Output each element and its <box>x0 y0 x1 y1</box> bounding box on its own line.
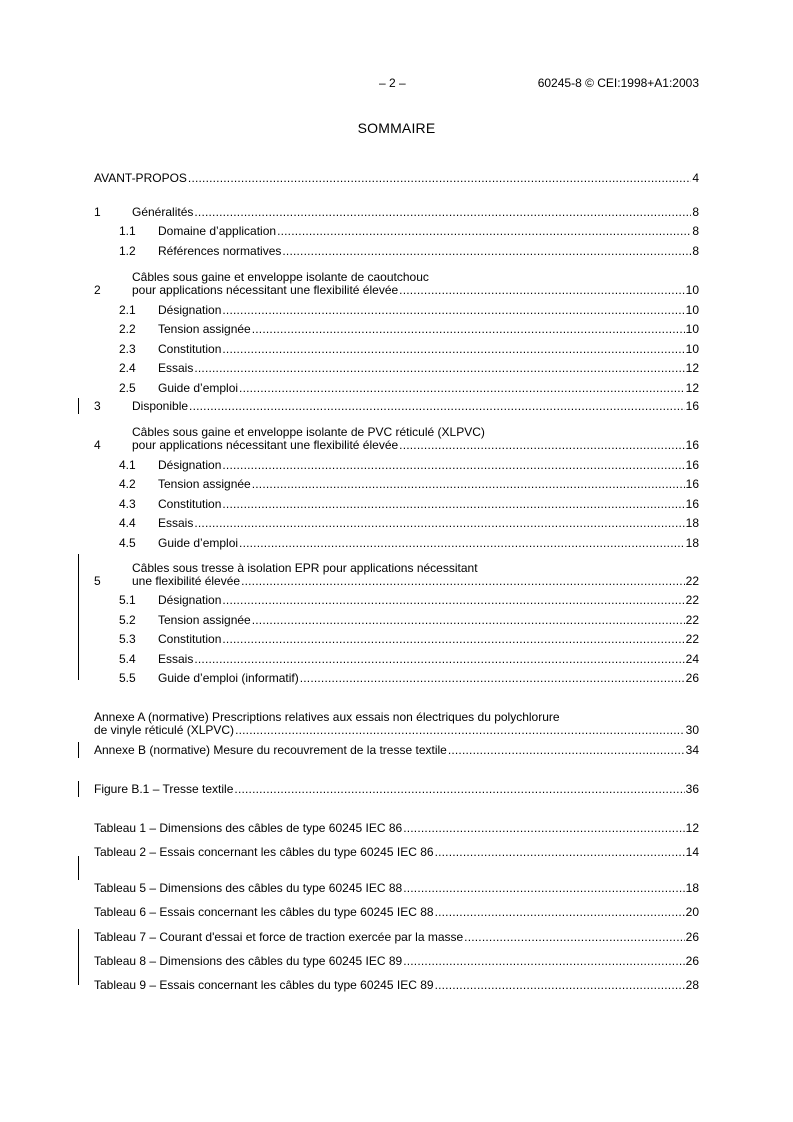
toc-entry-number: 1 <box>94 205 101 219</box>
toc-entry[interactable] <box>94 380 699 396</box>
toc-entry-page: 12 <box>685 361 699 375</box>
toc-entry-page: 8 <box>692 244 699 258</box>
toc-entry[interactable] <box>94 880 699 896</box>
dot-leader <box>448 742 685 758</box>
toc-entry-title: Figure B.1 – Tresse textile <box>94 782 234 796</box>
dot-leader <box>194 515 684 531</box>
toc-entry-page: 24 <box>685 652 699 666</box>
toc-entry-title: Câbles sous tresse à isolation EPR pour applications nécessitant <box>132 561 478 575</box>
dot-leader <box>222 496 684 512</box>
toc-entry-page: 16 <box>685 458 699 472</box>
toc-entry-page: 22 <box>685 593 699 607</box>
toc-entry-title: Tension assignée <box>158 477 251 491</box>
toc-entry-number: 2.2 <box>119 322 136 336</box>
dot-leader <box>252 321 685 337</box>
toc-entry[interactable] <box>94 561 699 589</box>
toc-entry[interactable] <box>94 670 699 686</box>
toc-entry-title: Tableau 5 – Dimensions des câbles du type 60245 IEC 88 <box>94 881 403 895</box>
toc-entry[interactable] <box>94 631 699 647</box>
dot-leader <box>239 380 685 396</box>
toc-entry-page: 4 <box>692 171 699 185</box>
dot-leader <box>403 880 684 896</box>
toc-entry[interactable] <box>94 781 699 797</box>
toc-entry-title: Constitution <box>158 497 222 511</box>
toc-entry[interactable] <box>94 612 699 628</box>
toc-entry-page: 18 <box>685 536 699 550</box>
toc-entry-page: 10 <box>685 303 699 317</box>
toc-entry-title: Désignation <box>158 303 222 317</box>
toc-entry-title: Essais <box>158 652 194 666</box>
dot-leader <box>252 612 685 628</box>
toc-entry-number: 4.5 <box>119 536 136 550</box>
dot-leader <box>222 631 684 647</box>
toc-entry-title: Tableau 9 – Essais concernant les câbles du type 60245 IEC 89 <box>94 978 434 992</box>
toc-entry-page: 16 <box>685 497 699 511</box>
toc-entry-title: Tension assignée <box>158 322 251 336</box>
toc-entry-page: 12 <box>685 821 699 835</box>
toc-entry[interactable] <box>94 270 699 298</box>
toc-entry-title-continued: une flexibilité élevée <box>132 574 241 588</box>
toc-entry-page: 30 <box>685 723 699 737</box>
toc-entry-title: Guide d’emploi <box>158 536 239 550</box>
dot-leader <box>235 722 685 738</box>
dot-leader <box>464 929 684 945</box>
dot-leader <box>194 651 684 667</box>
toc-entry-page: 10 <box>685 342 699 356</box>
toc-entry[interactable] <box>94 223 699 239</box>
dot-leader <box>403 953 684 969</box>
toc-entry-number: 5.1 <box>119 593 136 607</box>
toc-entry-number: 5.4 <box>119 652 136 666</box>
dot-leader <box>239 535 685 551</box>
toc-entry[interactable] <box>94 476 699 492</box>
dot-leader <box>399 437 684 453</box>
dot-leader <box>194 360 684 376</box>
toc-entry-page: 20 <box>685 905 699 919</box>
toc-entry[interactable] <box>94 742 699 758</box>
toc-entry[interactable] <box>94 425 699 453</box>
toc-entry-number: 5 <box>94 574 101 588</box>
toc-entry[interactable] <box>94 360 699 376</box>
toc-entry-page: 36 <box>685 782 699 796</box>
toc-entry[interactable] <box>94 496 699 512</box>
toc-entry-title: Constitution <box>158 632 222 646</box>
toc-entry-title: Câbles sous gaine et enveloppe isolante de PVC réticulé (XLPVC) <box>132 425 485 439</box>
dot-leader <box>399 282 684 298</box>
toc-entry-page: 26 <box>685 954 699 968</box>
toc-entry-number: 5.2 <box>119 613 136 627</box>
toc-entry-title: Guide d’emploi (informatif) <box>158 671 299 685</box>
toc-entry-page: 16 <box>685 438 699 452</box>
toc-entry[interactable] <box>94 341 699 357</box>
toc-entry-title: Désignation <box>158 458 222 472</box>
toc-entry-title: Tableau 6 – Essais concernant les câbles du type 60245 IEC 88 <box>94 905 434 919</box>
dot-leader <box>222 302 684 318</box>
toc-entry[interactable] <box>94 929 699 945</box>
dot-leader <box>194 204 691 220</box>
toc-entry-page: 22 <box>685 632 699 646</box>
toc-entry-title: Tableau 1 – Dimensions des câbles de type 60245 IEC 86 <box>94 821 403 835</box>
toc-title: SOMMAIRE <box>357 120 436 136</box>
toc-entry-title: Tableau 7 – Courant d'essai et force de traction exercée par la masse <box>94 930 464 944</box>
toc-entry-number: 2.4 <box>119 361 136 375</box>
toc-entry-title: Guide d’emploi <box>158 381 239 395</box>
toc-entry-title: AVANT-PROPOS <box>94 171 187 185</box>
toc-entry[interactable] <box>94 170 699 186</box>
dot-leader <box>435 904 685 920</box>
dot-leader <box>435 844 685 860</box>
toc-entry[interactable] <box>94 820 699 836</box>
toc-entry-number: 2.3 <box>119 342 136 356</box>
toc-entry-page: 34 <box>685 743 699 757</box>
toc-entry-title-continued: de vinyle réticulé (XLPVC) <box>94 723 235 737</box>
toc-entry-title: Essais <box>158 516 194 530</box>
toc-entry-title: Tableau 8 – Dimensions des câbles du type 60245 IEC 89 <box>94 954 403 968</box>
toc-entry-number: 1.2 <box>119 244 136 258</box>
toc-entry-page: 12 <box>685 381 699 395</box>
toc-entry-number: 3 <box>94 399 101 413</box>
toc-entry[interactable] <box>94 904 699 920</box>
toc-entry[interactable] <box>94 457 699 473</box>
toc-entry-page: 22 <box>685 574 699 588</box>
toc-entry[interactable] <box>94 953 699 969</box>
dot-leader <box>241 573 685 589</box>
toc-entry[interactable] <box>94 302 699 318</box>
dot-leader <box>252 476 685 492</box>
dot-leader <box>222 341 684 357</box>
toc-entry-number: 4.4 <box>119 516 136 530</box>
dot-leader <box>234 781 684 797</box>
toc-entry-number: 2 <box>94 283 101 297</box>
toc-entry-page: 10 <box>685 322 699 336</box>
dot-leader <box>435 977 685 993</box>
page-number: – 2 – <box>379 76 406 90</box>
toc-entry[interactable] <box>94 204 699 220</box>
toc-entry-number: 1.1 <box>119 224 136 238</box>
dot-leader <box>188 170 691 186</box>
toc-entry-number: 4.2 <box>119 477 136 491</box>
toc-entry[interactable] <box>94 844 699 860</box>
toc-entry-title: Câbles sous gaine et enveloppe isolante de caoutchouc <box>132 270 429 284</box>
toc-entry[interactable] <box>94 710 699 738</box>
toc-entry-page: 26 <box>685 930 699 944</box>
toc-entry-number: 2.1 <box>119 303 136 317</box>
toc-entry-title: Désignation <box>158 593 222 607</box>
toc-entry-page: 16 <box>685 399 699 413</box>
toc-entry-page: 8 <box>692 205 699 219</box>
toc-entry[interactable] <box>94 592 699 608</box>
toc-entry-page: 28 <box>685 978 699 992</box>
toc-entry[interactable] <box>94 651 699 667</box>
dot-leader <box>222 457 684 473</box>
toc-entry-number: 4.1 <box>119 458 136 472</box>
toc-entry-page: 14 <box>685 845 699 859</box>
toc-entry-page: 18 <box>685 516 699 530</box>
dot-leader <box>403 820 684 836</box>
dot-leader <box>277 223 691 239</box>
toc-entry-page: 16 <box>685 477 699 491</box>
toc-entry-title: Constitution <box>158 342 222 356</box>
toc-entry[interactable] <box>94 321 699 337</box>
toc-entry-page: 8 <box>692 224 699 238</box>
toc-entry-title: Références normatives <box>158 244 282 258</box>
dot-leader <box>189 398 685 414</box>
toc-entry[interactable] <box>94 243 699 259</box>
toc-entry-page: 10 <box>685 283 699 297</box>
toc-entry-number: 4.3 <box>119 497 136 511</box>
document-reference: 60245-8 © CEI:1998+A1:2003 <box>537 76 699 90</box>
toc-entry-page: 26 <box>685 671 699 685</box>
toc-entry-title: Domaine d’application <box>158 224 277 238</box>
toc-entry-page: 18 <box>685 881 699 895</box>
toc-entry-title: Tableau 2 – Essais concernant les câbles du type 60245 IEC 86 <box>94 845 434 859</box>
toc-entry-number: 2.5 <box>119 381 136 395</box>
toc-entry-title: Annexe B (normative) Mesure du recouvrement de la tresse textile <box>94 743 447 757</box>
toc-entry-title: Annexe A (normative) Prescriptions relatives aux essais non électriques du polychlorure <box>94 710 560 724</box>
toc-entry-title-continued: pour applications nécessitant une flexibilité élevée <box>132 438 399 452</box>
toc-entry[interactable] <box>94 977 699 993</box>
dot-leader <box>282 243 691 259</box>
toc-entry-number: 5.5 <box>119 671 136 685</box>
toc-entry-title: Tension assignée <box>158 613 251 627</box>
toc-entry-number: 5.3 <box>119 632 136 646</box>
toc-entry-number: 4 <box>94 438 101 452</box>
toc-entry-page: 22 <box>685 613 699 627</box>
toc-entry-title: Essais <box>158 361 194 375</box>
dot-leader <box>222 592 684 608</box>
toc-entry[interactable] <box>94 398 699 414</box>
toc-entry-title-continued: pour applications nécessitant une flexibilité élevée <box>132 283 399 297</box>
dot-leader <box>300 670 685 686</box>
toc-entry[interactable] <box>94 515 699 531</box>
toc-entry-title: Disponible <box>132 399 189 413</box>
toc-entry[interactable] <box>94 535 699 551</box>
toc-entry-title: Généralités <box>132 205 194 219</box>
